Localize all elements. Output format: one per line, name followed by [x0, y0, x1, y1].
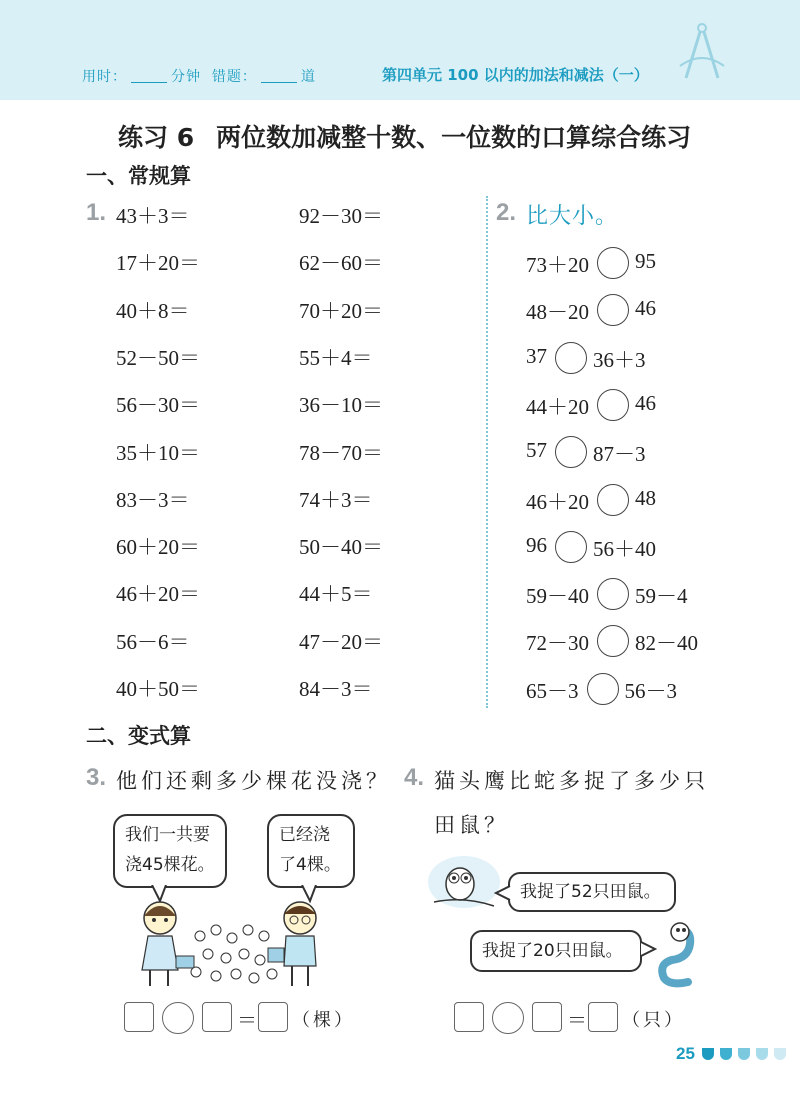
section-heading-1: 一、常规算	[86, 164, 191, 188]
q1-left-expression: 52－50＝	[116, 345, 200, 370]
bubble-boy-line2: 了4棵。	[279, 855, 341, 875]
q3-operator-circle[interactable]	[162, 1002, 194, 1034]
bubble-boy-line1: 已经浇	[279, 825, 330, 845]
q1-left-expression: 83－3＝	[116, 487, 190, 512]
unit-title: 第四单元 100 以内的加法和减法（一）	[382, 66, 649, 84]
compare-right: 36＋3	[593, 347, 646, 372]
question-3-answer-row	[124, 1002, 364, 1036]
compare-circle[interactable]	[597, 625, 629, 657]
footer-dot-3	[738, 1048, 750, 1060]
q3-unit: （棵）	[292, 1010, 355, 1031]
compare-circle[interactable]	[587, 673, 619, 705]
q3-equals-sign: ＝	[237, 1008, 257, 1032]
q4-unit: （只）	[622, 1010, 685, 1031]
footer-dot-4	[756, 1048, 768, 1060]
question-4-number: 4.	[404, 764, 425, 791]
page-title	[118, 118, 691, 154]
time-unit: 分钟	[171, 69, 201, 85]
compare-left: 59－40	[526, 584, 589, 609]
compare-circle[interactable]	[597, 389, 629, 421]
compare-circle[interactable]	[597, 247, 629, 279]
q4-result-box[interactable]	[588, 1002, 618, 1032]
question-3-number: 3.	[86, 764, 107, 791]
header-timing	[82, 66, 316, 86]
compare-left: 65－3	[526, 678, 579, 703]
q1-right-expression: 92－30＝	[299, 204, 383, 228]
bubble-owl-tail	[494, 884, 512, 902]
compass-icon	[672, 20, 732, 86]
compare-right: 48	[635, 485, 656, 510]
q1-left-expression: 46＋20＝	[116, 582, 200, 607]
compare-circle[interactable]	[555, 436, 587, 468]
speech-bubble-owl	[508, 872, 676, 912]
compare-left: 48－20	[526, 300, 589, 325]
q3-answer-box-2[interactable]	[202, 1002, 232, 1032]
compare-circle[interactable]	[555, 342, 587, 374]
speech-bubble-girl	[113, 814, 227, 888]
compare-right: 56－3	[624, 678, 677, 703]
speech-bubble-boy	[267, 814, 355, 888]
bubble-girl-line1: 我们一共要	[125, 825, 210, 845]
q1-right-expression: 78－70＝	[299, 440, 383, 465]
errors-unit: 道	[300, 69, 316, 85]
question-1-number: 1.	[86, 199, 107, 226]
q1-left-expression: 43＋3＝	[116, 204, 190, 228]
q1-right-expression: 47－20＝	[299, 629, 383, 654]
owl-illustration	[424, 852, 504, 916]
footer-dot-5	[774, 1048, 786, 1060]
q1-left-expression: 56－6＝	[116, 629, 190, 654]
bubble-girl-line2: 浇45棵花。	[125, 855, 215, 875]
question-2-prompt: 比大小。	[526, 204, 619, 229]
compare-left: 73＋20	[526, 253, 589, 277]
question-4-prompt-line1: 猫头鹰比蛇多捉了多少只	[434, 769, 709, 793]
q4-equals-sign: ＝	[567, 1008, 587, 1032]
errors-label: 错题：	[211, 69, 257, 85]
q1-right-expression: 74＋3＝	[299, 487, 373, 512]
q3-answer-box-1[interactable]	[124, 1002, 154, 1032]
header-wave-edge	[0, 88, 800, 110]
compare-right: 46	[635, 390, 656, 415]
q1-right-expression: 70＋20＝	[299, 298, 383, 323]
exercise-number: 练习 6	[118, 123, 195, 152]
question-4-answer-row	[454, 1002, 694, 1036]
speech-bubble-snake	[470, 930, 642, 972]
exercise-title: 两位数加减整十数、一位数的口算综合练习	[216, 123, 692, 152]
compare-right: 82－40	[635, 631, 698, 656]
q1-left-expression: 17＋20＝	[116, 251, 200, 276]
question-2-number: 2.	[496, 199, 517, 226]
footer-dot-1	[702, 1048, 714, 1060]
compare-right: 87－3	[593, 442, 646, 467]
compare-left: 57	[526, 438, 547, 463]
compare-right: 59－4	[635, 584, 688, 609]
q1-right-expression: 50－40＝	[299, 535, 383, 560]
q1-left-expression: 35＋10＝	[116, 440, 200, 465]
section-heading-2: 二、变式算	[86, 724, 191, 748]
q3-result-box[interactable]	[258, 1002, 288, 1032]
q4-answer-box-2[interactable]	[532, 1002, 562, 1032]
time-label: 用时：	[82, 69, 127, 85]
compare-circle[interactable]	[597, 294, 629, 326]
question-4-prompt-line2: 田鼠？	[434, 813, 509, 837]
compare-right: 95	[635, 249, 656, 273]
snake-says: 我捉了20只田鼠。	[482, 941, 623, 961]
compare-left: 72－30	[526, 631, 589, 656]
compare-right: 46	[635, 296, 656, 321]
column-divider	[486, 196, 488, 708]
q1-right-expression: 36－10＝	[299, 393, 383, 418]
q1-right-expression: 44＋5＝	[299, 582, 373, 607]
watering-flowers-illustration	[130, 896, 330, 992]
time-blank[interactable]	[131, 68, 167, 83]
compare-circle[interactable]	[555, 531, 587, 563]
q1-left-expression: 40＋8＝	[116, 298, 190, 323]
q1-right-expression: 84－3＝	[299, 677, 373, 701]
errors-blank[interactable]	[261, 68, 297, 83]
page-number: 25	[676, 1044, 695, 1063]
compare-circle[interactable]	[597, 484, 629, 516]
compare-left: 96	[526, 532, 547, 557]
compare-left: 46＋20	[526, 489, 589, 514]
q1-left-expression: 40＋50＝	[116, 677, 200, 701]
q4-answer-box-1[interactable]	[454, 1002, 484, 1032]
question-3-prompt: 他们还剩多少棵花没浇？	[116, 769, 391, 793]
q1-left-expression: 56－30＝	[116, 393, 200, 418]
snake-illustration	[652, 920, 702, 990]
compare-right: 56＋40	[593, 536, 656, 561]
footer-dot-2	[720, 1048, 732, 1060]
compare-circle[interactable]	[597, 578, 629, 610]
q4-operator-circle[interactable]	[492, 1002, 524, 1034]
compare-left: 37	[526, 343, 547, 368]
compare-left: 44＋20	[526, 394, 589, 419]
q1-left-expression: 60＋20＝	[116, 535, 200, 560]
q1-right-expression: 55＋4＝	[299, 345, 373, 370]
q1-right-expression: 62－60＝	[299, 251, 383, 276]
owl-says: 我捉了52只田鼠。	[520, 882, 661, 902]
